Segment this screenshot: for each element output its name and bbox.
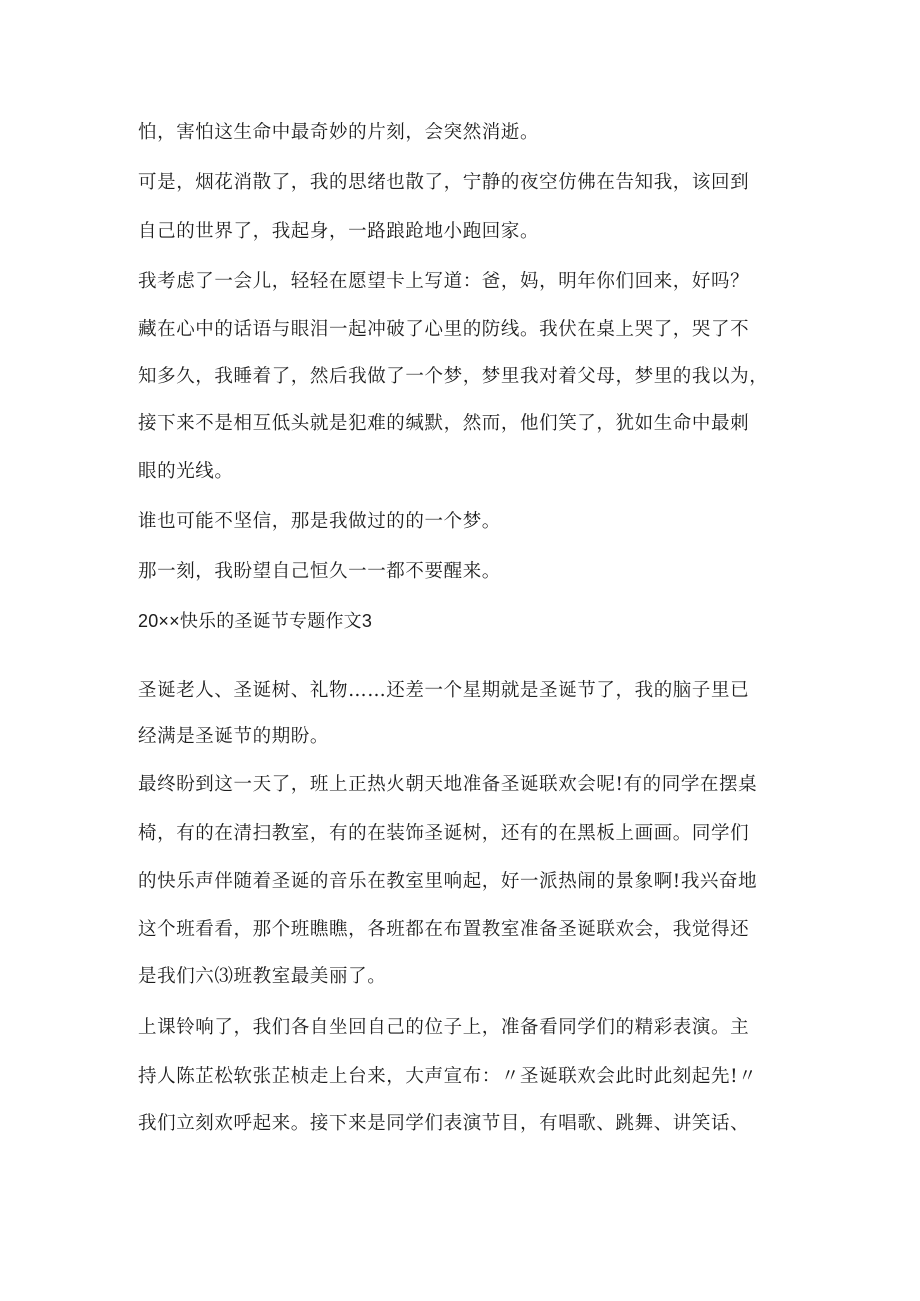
text-line: 藏在心中的话语与眼泪一起冲破了心里的防线。我伏在桌上哭了，哭了不	[138, 319, 750, 340]
text-line: 我们立刻欢呼起来。接下来是同学们表演节目，有唱歌、跳舞、讲笑话、	[138, 1113, 750, 1134]
text-line: 那一刻，我盼望自己恒久一一都不要醒来。	[138, 561, 501, 582]
text-line: 我考虑了一会儿，轻轻在愿望卡上写道：爸，妈，明年你们回来，好吗？	[138, 271, 750, 292]
text-line: 可是，烟花消散了，我的思绪也散了，宁静的夜空仿佛在告知我，该回到	[138, 172, 750, 193]
text-line: 怕，害怕这生命中最奇妙的片刻，会突然消逝。	[138, 122, 540, 143]
text-line: 自己的世界了，我起身，一路踉跄地小跑回家。	[138, 221, 540, 242]
text-line: 上课铃响了，我们各自坐回自己的位子上，准备看同学们的精彩表演。主	[138, 1017, 750, 1038]
text-line: 是我们六⑶班教室最美丽了。	[138, 966, 387, 987]
text-line: 椅，有的在清扫教室，有的在装饰圣诞树，还有的在黑板上画画。同学们	[138, 823, 750, 844]
text-line: 最终盼到这一天了，班上正热火朝天地准备圣诞联欢会呢!有的同学在摆桌	[138, 774, 758, 795]
text-line: 谁也可能不坚信，那是我做过的的一个梦。	[138, 511, 501, 532]
text-line: 眼的光线。	[138, 461, 234, 482]
text-line: 的快乐声伴随着圣诞的音乐在教室里响起，好一派热闹的景象啊!我兴奋地	[138, 871, 758, 892]
text-line: 经满是圣诞节的期盼。	[138, 726, 330, 747]
section-heading: 20××快乐的圣诞节专题作文3	[138, 611, 373, 631]
text-line: 知多久，我睡着了，然后我做了一个梦，梦里我对着父母，梦里的我以为，	[138, 366, 769, 387]
text-line: 持人陈芷松软张芷桢走上台来，大声宣布：〃圣诞联欢会此时此刻起先!〃	[138, 1066, 758, 1087]
text-line: 这个班看看，那个班瞧瞧，各班都在布置教室准备圣诞联欢会，我觉得还	[138, 919, 750, 940]
text-line: 接下来不是相互低头就是犯难的缄默，然而，他们笑了，犹如生命中最刺	[138, 413, 750, 434]
text-line: 圣诞老人、圣诞树、礼物……还差一个星期就是圣诞节了，我的脑子里已	[138, 680, 750, 701]
